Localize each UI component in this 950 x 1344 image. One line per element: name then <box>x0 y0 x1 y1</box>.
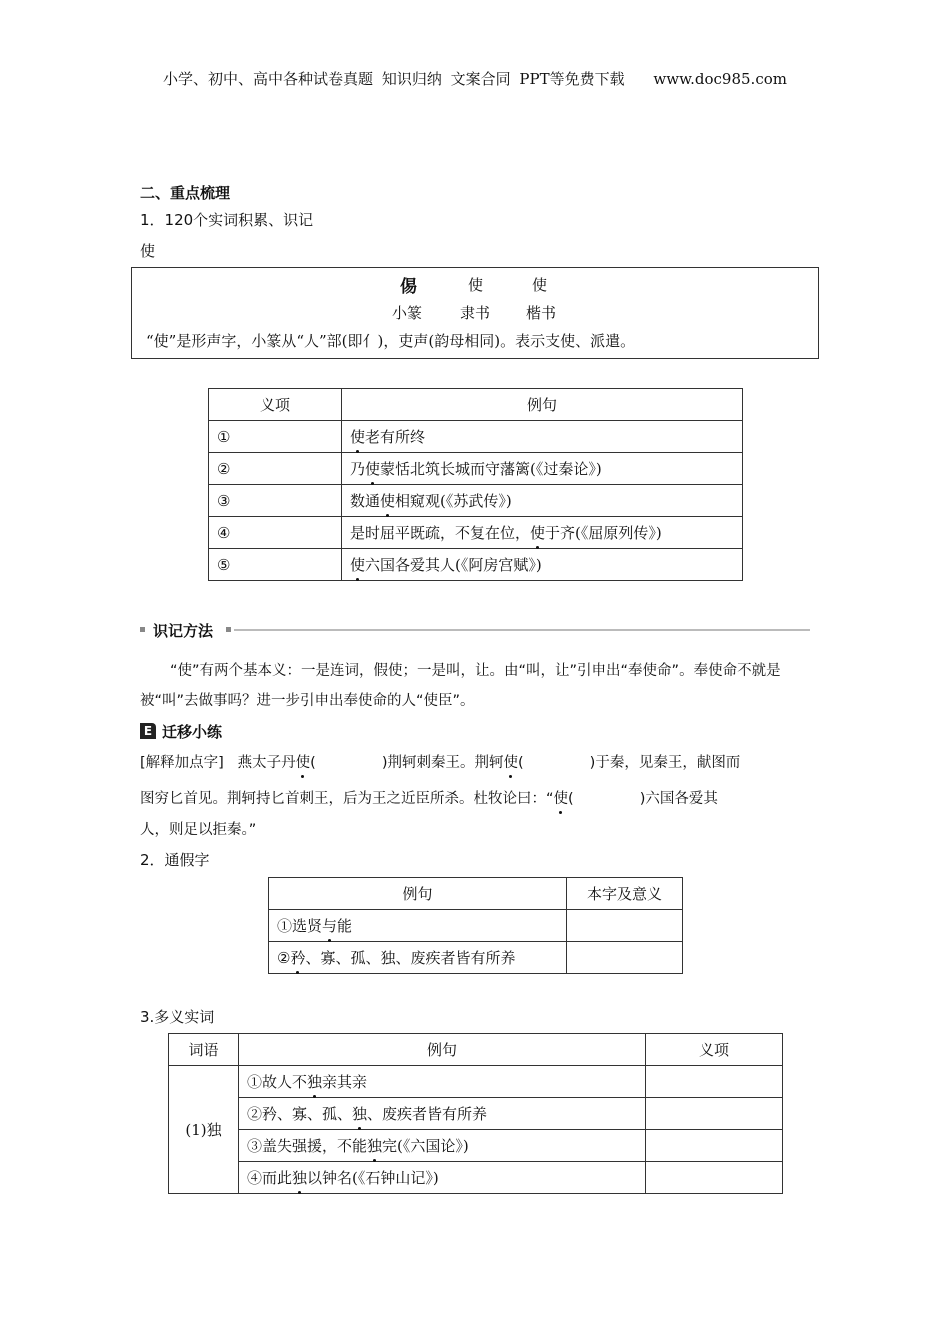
dotted-char: 独 <box>307 1073 323 1091</box>
column-header: 例句 <box>239 1034 646 1066</box>
script-label: 隶书 <box>460 304 491 322</box>
dotted-char: 矜 <box>290 949 306 967</box>
row-number: ③ <box>209 485 342 517</box>
practice-line-2: 图穷匕首见。荆轲持匕首刺王，后为王之近臣所杀。杜牧论曰：“使( )六国各爱其 <box>140 787 812 808</box>
header-part: PPT等免费下载 <box>519 70 625 88</box>
dotted-char: 使 <box>350 428 366 446</box>
column-header: 例句 <box>342 389 743 421</box>
table-row <box>169 1130 783 1162</box>
answer-cell[interactable] <box>646 1098 783 1130</box>
example-sentence: ①选贤与能 <box>269 910 567 942</box>
column-header: 例句 <box>269 878 567 910</box>
script-label: 楷书 <box>526 304 557 322</box>
answer-cell[interactable] <box>646 1162 783 1194</box>
practice-line-1: [解释加点字] 燕太子丹使( )荆轲刺秦王。荆轲使( )于秦，见秦王，献图而 <box>140 751 812 772</box>
word-cell: (1)独 <box>169 1066 239 1194</box>
answer-cell[interactable] <box>646 1066 783 1098</box>
memory-method-text: “使”有两个基本义：一是连词，假使；一是叫，让。由“叫，让”引申出“奉使命”。奉使命不就是被“叫”去做事吗？进一步引申出奉使命的人“使臣”。 <box>140 663 781 709</box>
column-header: 义项 <box>646 1034 783 1066</box>
dotted-char: 独 <box>352 1105 368 1123</box>
practice-badge-icon: E <box>140 723 156 739</box>
dotted-char: 独 <box>367 1137 383 1155</box>
example-sentence: 数通使相窥观(《苏武传》) <box>342 485 743 517</box>
dotted-char: 使 <box>365 460 381 478</box>
table-row <box>169 1066 783 1098</box>
dotted-char: 使 <box>530 524 546 542</box>
square-bullet-icon <box>140 627 145 632</box>
tongjia-table <box>268 877 683 974</box>
page-header <box>0 68 950 89</box>
subsection-3-title: 3.多义实词 <box>140 1008 215 1026</box>
column-header: 词语 <box>169 1034 239 1066</box>
subsection-1-title: 1．120个实词积累、识记 <box>140 211 314 229</box>
meanings-table <box>208 388 743 581</box>
example-sentence: 乃使蒙恬北筑长城而守藩篱(《过秦论》) <box>342 453 743 485</box>
word-heading: 使 <box>140 242 156 260</box>
section-title: 二、重点梳理 <box>140 184 231 202</box>
row-number: ① <box>209 421 342 453</box>
table-row <box>269 942 683 974</box>
column-header: 义项 <box>209 389 342 421</box>
subsection-2-title: 2．通假字 <box>140 851 210 869</box>
example-sentence: ②矜、寡、孤、独、废疾者皆有所养 <box>269 942 567 974</box>
table-row <box>209 421 743 453</box>
practice-title: 迁移小练 <box>162 723 223 741</box>
row-number: ② <box>209 453 342 485</box>
example-sentence: 使六国各爱其人(《阿房宫赋》) <box>342 549 743 581</box>
table-row <box>209 485 743 517</box>
row-number: ④ <box>209 517 342 549</box>
seal-script-glyph: 㑥 <box>400 277 417 297</box>
answer-cell[interactable] <box>567 910 683 942</box>
dotted-char: 使 <box>296 751 311 772</box>
memory-method-heading <box>140 620 810 640</box>
header-part: 文案合同 <box>450 70 511 88</box>
clerical-glyph: 使 <box>468 276 484 294</box>
dotted-char: 使 <box>380 492 396 510</box>
polysemy-table <box>168 1033 783 1194</box>
column-header: 本字及意义 <box>567 878 683 910</box>
answer-cell[interactable] <box>646 1130 783 1162</box>
character-origin-box <box>131 267 819 359</box>
example-sentence: ④而此独以钟名(《石钟山记》) <box>239 1162 646 1194</box>
dotted-char: 使 <box>350 556 366 574</box>
header-part: 知识归纳 <box>381 70 442 88</box>
table-row <box>269 910 683 942</box>
script-label: 小篆 <box>392 304 423 322</box>
table-row <box>209 517 743 549</box>
dotted-char: 独 <box>292 1169 308 1187</box>
square-bullet-icon <box>226 627 231 632</box>
dotted-char: 使 <box>503 751 518 772</box>
dotted-char: 与 <box>322 917 338 935</box>
regular-glyph: 使 <box>532 276 548 294</box>
table-row <box>169 1162 783 1194</box>
table-row <box>169 1098 783 1130</box>
header-url[interactable]: www.doc985.com <box>653 70 787 88</box>
character-explanation: “使”是形声字，小篆从“人”部(即亻)，吏声(韵母相同)。表示支使、派遣。 <box>146 332 636 350</box>
answer-cell[interactable] <box>567 942 683 974</box>
divider <box>234 629 810 631</box>
memory-method-title: 识记方法 <box>153 622 214 640</box>
example-sentence: ②矜、寡、孤、独、废疾者皆有所养 <box>239 1098 646 1130</box>
dotted-char: 使 <box>554 787 569 808</box>
example-sentence: ①故人不独亲其亲 <box>239 1066 646 1098</box>
header-part: 小学、初中、高中各种试卷真题 <box>163 70 374 88</box>
practice-line-3: 人，则足以拒秦。” <box>140 822 257 838</box>
example-sentence: 是时屈平既疏，不复在位，使于齐(《屈原列传》) <box>342 517 743 549</box>
example-sentence: 使老有所终 <box>342 421 743 453</box>
example-sentence: ③盖失强援，不能独完(《六国论》) <box>239 1130 646 1162</box>
row-number: ⑤ <box>209 549 342 581</box>
table-row <box>209 453 743 485</box>
practice-label: [解释加点字] <box>140 755 224 771</box>
table-row <box>209 549 743 581</box>
